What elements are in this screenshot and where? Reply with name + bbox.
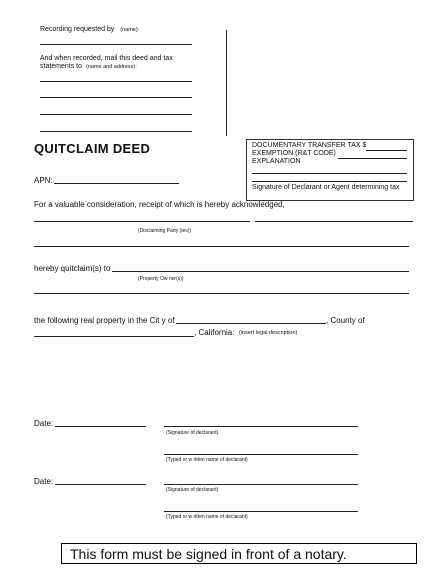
date-line-1[interactable]	[55, 426, 146, 427]
signature-caption-1: (Signature of declarant)	[166, 430, 219, 436]
signature-line-2[interactable]	[164, 484, 358, 485]
property-owner-line-2[interactable]	[34, 293, 409, 294]
county-of-text: , County of	[326, 316, 365, 325]
requested-by-line[interactable]	[40, 44, 192, 45]
mail-address-line-3[interactable]	[40, 114, 192, 115]
legal-description-hint: (insert legal description)	[239, 330, 298, 336]
mail-address-line-1[interactable]	[40, 81, 192, 82]
transfer-tax-amount-line[interactable]	[366, 150, 407, 151]
quitclaim-to-text: hereby quitclaim(s) to	[34, 264, 111, 273]
signature-line-1[interactable]	[164, 426, 358, 427]
date-label-2: Date:	[34, 477, 54, 486]
apn-label: APN:	[34, 176, 53, 185]
disclaiming-party-line-3[interactable]	[34, 246, 409, 247]
property-owner-line-1[interactable]	[112, 271, 409, 272]
recording-divider	[226, 30, 227, 136]
document-title: QUITCLAIM DEED	[34, 141, 151, 156]
date-label-1: Date:	[34, 419, 54, 428]
disclaiming-party-line-1[interactable]	[34, 221, 250, 222]
typed-name-line-1[interactable]	[164, 454, 358, 455]
county-line[interactable]	[34, 336, 194, 337]
mail-to-line1: And when recorded, mail this deed and tax	[40, 55, 173, 62]
mail-to-line2: statements to (name and address):	[40, 63, 137, 70]
exemption-label: EXEMPTION (R&T CODE)	[252, 150, 336, 157]
mail-address-line-4[interactable]	[40, 131, 192, 132]
explanation-line-1[interactable]	[252, 173, 407, 174]
tax-signature-label: Signature of Declarant or Agent determining tax	[252, 184, 400, 191]
recording-requested-by: Recording requested by (name):	[40, 26, 140, 33]
typed-name-line-2[interactable]	[164, 511, 358, 512]
city-line[interactable]	[176, 323, 326, 324]
recording-name-hint: (name):	[120, 27, 140, 33]
notary-notice: This form must be signed in front of a notary.	[61, 543, 417, 564]
exemption-code-line[interactable]	[338, 158, 407, 159]
mail-to-hint: (name and address):	[85, 64, 137, 70]
disclaiming-party-caption: (Disclaiming Party (ies))	[138, 228, 192, 234]
typed-name-caption-1: (Typed or w ritten name of declarant)	[166, 457, 248, 463]
california-text: , California:	[194, 328, 235, 337]
transfer-tax-label: DOCUMENTARY TRANSFER TAX $	[252, 142, 367, 149]
typed-name-caption-2: (Typed or w ritten name of declarant)	[166, 514, 248, 520]
disclaiming-party-line-2[interactable]	[255, 221, 413, 222]
signature-caption-2: (Signature of declarant)	[166, 487, 219, 493]
mail-address-line-2[interactable]	[40, 97, 192, 98]
explanation-label: EXPLANATION	[252, 158, 301, 165]
apn-input-line[interactable]	[54, 183, 179, 184]
consideration-text: For a valuable consideration, receipt of which is hereby acknowledged,	[34, 200, 285, 209]
real-property-text: the following real property in the Cit y of	[34, 316, 175, 325]
property-owners-caption: (Property Ow ner(s))	[138, 276, 184, 282]
date-line-2[interactable]	[55, 484, 146, 485]
explanation-line-2[interactable]	[252, 181, 407, 182]
